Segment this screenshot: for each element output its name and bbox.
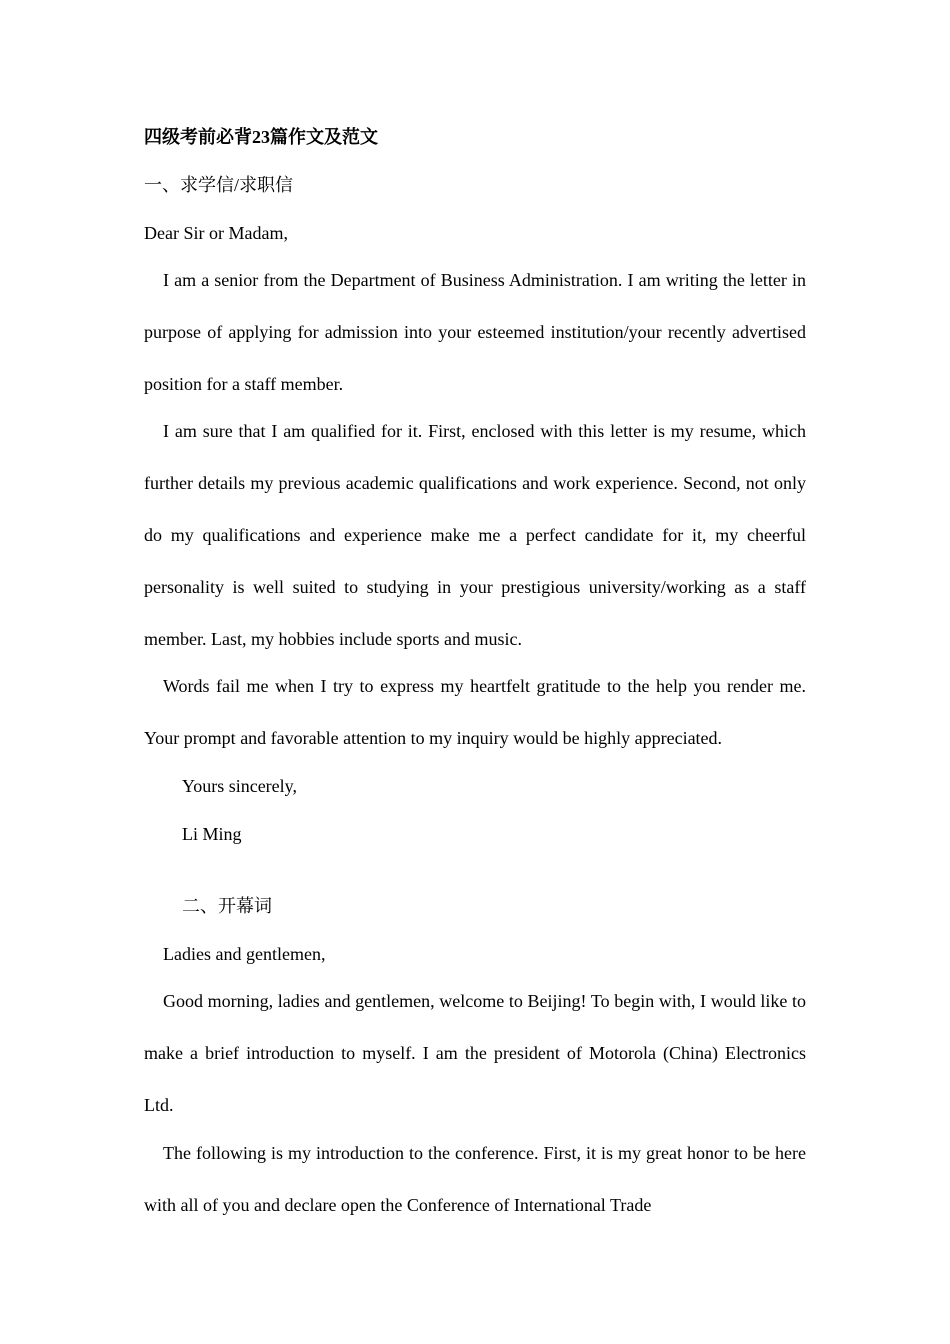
section2-paragraph-2: The following is my introduction to the conference. First, it is my great honor to be here with all of you and declare open the Conference of International Trade xyxy=(144,1143,806,1215)
section2-salutation: Ladies and gentlemen, xyxy=(163,944,326,964)
document-title: 四级考前必背23篇作文及范文 xyxy=(144,127,378,147)
section1-salutation: Dear Sir or Madam, xyxy=(144,223,288,243)
section1-paragraph-2: I am sure that I am qualified for it. First, enclosed with this letter is my resume, which further details my previous academic qualifications and work experience. Second, not only do my qualifications and experience make me a perfect candidate for it, my cheerful personality is well suited to studying in your prestigious university/working as a staff member. Last, my hobbies include sports and music. xyxy=(144,421,806,649)
section1-paragraph-3: Words fail me when I try to express my heartfelt gratitude to the help you render me. Your prompt and favorable attention to my inquiry would be highly appreciated. xyxy=(144,676,806,748)
letter-closing: Yours sincerely, xyxy=(182,776,297,796)
section2-paragraph-1: Good morning, ladies and gentlemen, welcome to Beijing! To begin with, I would like to make a brief introduction to myself. I am the president of Motorola (China) Electronics Ltd. xyxy=(144,991,806,1115)
section1-heading: 一、求学信/求职信 xyxy=(144,175,294,195)
letter-signature: Li Ming xyxy=(182,824,242,844)
section2-heading: 二、开幕词 xyxy=(182,896,272,916)
document-page xyxy=(144,0,806,1344)
section1-paragraph-1: I am a senior from the Department of Business Administration. I am writing the letter in purpose of applying for admission into your esteemed institution/your recently advertised position for a staff member. xyxy=(144,270,806,394)
